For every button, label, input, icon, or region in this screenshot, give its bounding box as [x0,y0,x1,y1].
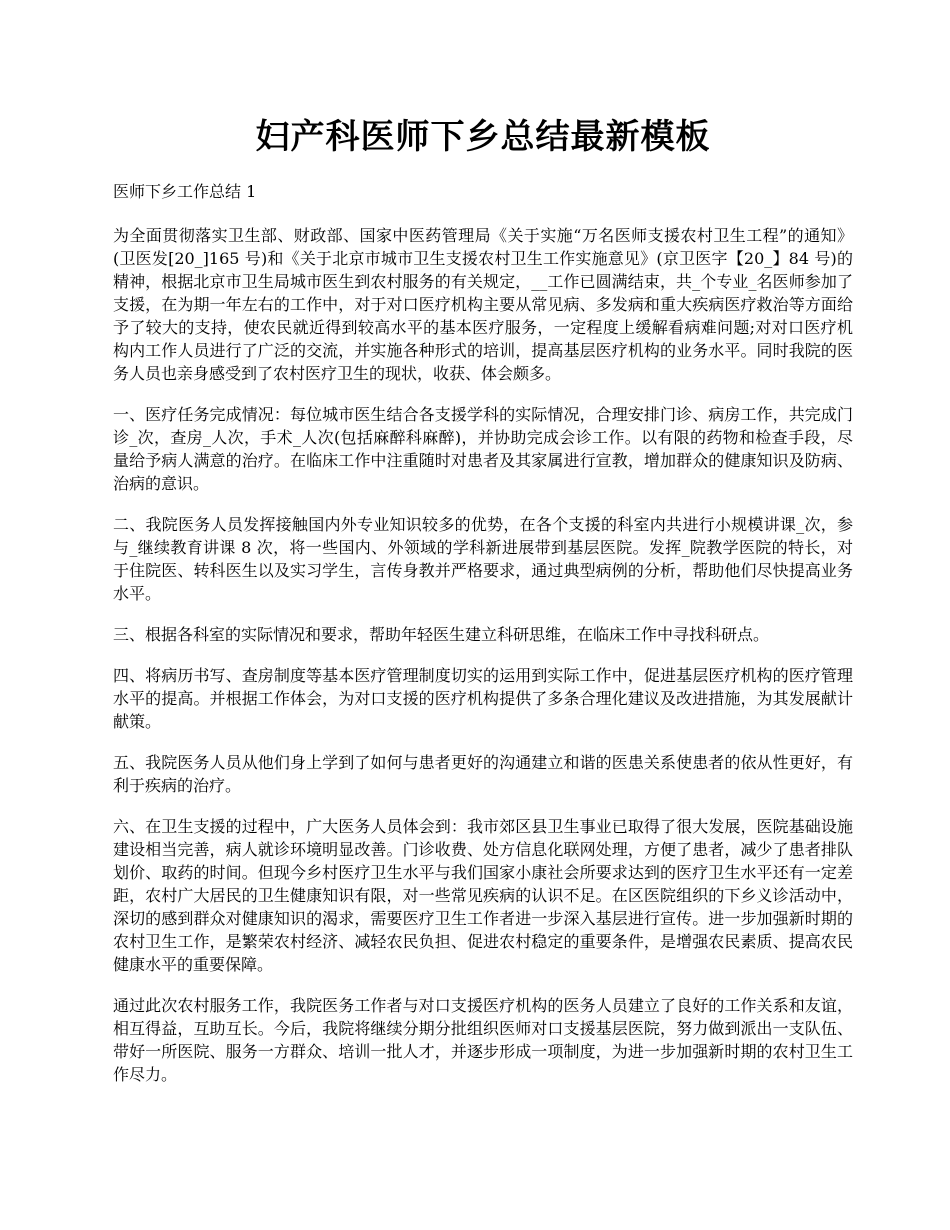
paragraph-conclusion: 通过此次农村服务工作，我院医务工作者与对口支援医疗机构的医务人员建立了良好的工作关系和友谊，相互得益，互助互长。今后，我院将继续分期分批组织医师对口支援基层医院，努力做到派出一支队伍、带好一所医院、服务一方群众、培训一批人才，并逐步形成一项制度，为进一步加强新时期的农村卫生工作尽力。 [113,996,853,1084]
paragraph-6: 六、在卫生支援的过程中，广大医务人员体会到：我市郊区县卫生事业已取得了很大发展，医院基础设施建设相当完善，病人就诊环境明显改善。门诊收费、处方信息化联网处理，方便了患者，减少了患者排队划价、取药的时间。但现今乡村医疗卫生水平与我们国家小康社会所要求达到的医疗卫生水平还有一定差距，农村广大居民的卫生健康知识有限，对一些常见疾病的认识不足。在区医院组织的下乡义诊活动中，深切的感到群众对健康知识的渴求，需要医疗卫生工作者进一步深入基层进行宣传。进一步加强新时期的农村卫生工作，是繁荣农村经济、减轻农民负担、促进农村稳定的重要条件，是增强农民素质、提高农民健康水平的重要保障。 [113,817,853,974]
paragraph-4: 四、将病历书写、查房制度等基本医疗管理制度切实的运用到实际工作中，促进基层医疗机构的医疗管理水平的提高。并根据工作体会，为对口支援的医疗机构提供了多条合理化建议及改进措施，为其发展献计献策。 [113,666,853,731]
paragraph-1: 一、医疗任务完成情况：每位城市医生结合各支援学科的实际情况，合理安排门诊、病房工作，共完成门诊_次，查房_人次，手术_人次(包括麻醉科麻醉)，并协助完成会诊工作。以有限的药物和检查手段，尽量给予病人满意的治疗。在临床工作中注重随时对患者及其家属进行宣教，增加群众的健康知识及防病、治病的意识。 [113,405,853,493]
section-heading: 医师下乡工作总结 1 [113,182,257,201]
paragraph-5: 五、我院医务人员从他们身上学到了如何与患者更好的沟通建立和谐的医患关系使患者的依从性更好，有利于疾病的治疗。 [113,753,853,795]
paragraph-intro: 为全面贯彻落实卫生部、财政部、国家中医药管理局《关于实施“万名医师支援农村卫生工程”的通知》(卫医发[20_]165 号)和《关于北京市城市卫生支援农村卫生工作实施意见》(京卫医字【20_】84 号)的精神，根据北京市卫生局城市医生到农村服务的有关规定，__工作已圆满结束，共_个专业_名医师参加了支援，在为期一年左右的工作中，对于对口医疗机构主要从常见病、多发病和重大疾病医疗救治等方面给予了较大的支持，使农民就近得到较高水平的基本医疗服务，一定程度上缓解看病难问题;对对口医疗机构内工作人员进行了广泛的交流，并实施各种形式的培训，提高基层医疗机构的业务水平。同时我院的医务人员也亲身感受到了农村医疗卫生的现状，收获、体会颇多。 [113,226,853,383]
document-page [113,108,853,1104]
document-title: 妇产科医师下乡总结最新模板 [255,117,711,157]
paragraph-2: 二、我院医务人员发挥接触国内外专业知识较多的优势，在各个支援的科室内共进行小规模讲课_次，参与_继续教育讲课 8 次，将一些国内、外领域的学科新进展带到基层医院。发挥_院教学医院的特长，对于住院医、转科医生以及实习学生，言传身教并严格要求，通过典型病例的分析，帮助他们尽快提高业务水平。 [113,515,853,603]
paragraph-3: 三、根据各科室的实际情况和要求，帮助年轻医生建立科研思维，在临床工作中寻找科研点。 [113,625,770,644]
